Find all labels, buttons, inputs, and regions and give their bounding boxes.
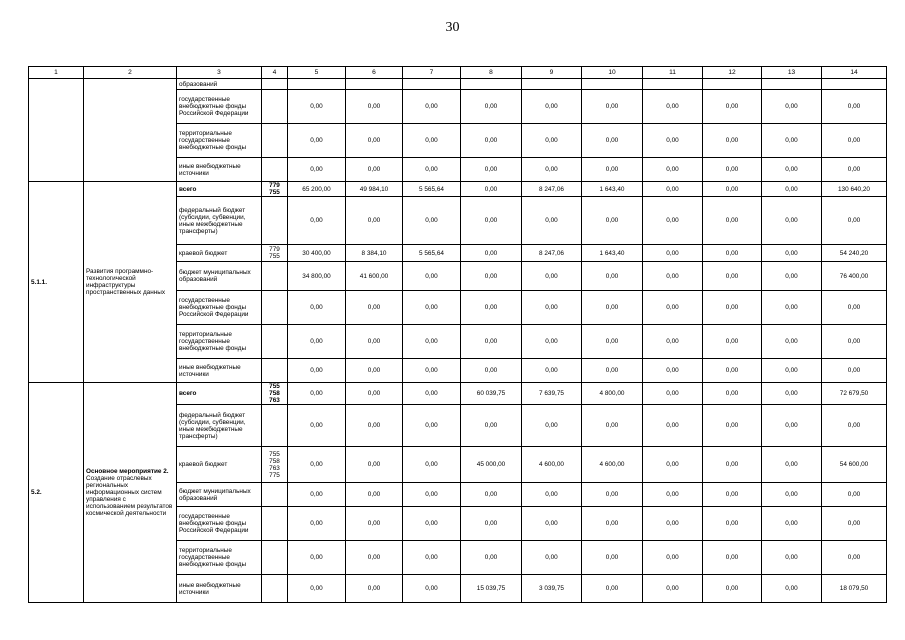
amount-cell: 0,00 <box>403 158 461 182</box>
budget-codes <box>262 90 288 124</box>
row-id <box>29 79 84 182</box>
budget-code: 775 <box>269 471 280 479</box>
amount-cell: 0,00 <box>288 158 346 182</box>
column-number-header: 10 <box>582 67 643 79</box>
amount-cell: 0,00 <box>822 405 887 447</box>
budget-code: 779 <box>269 182 280 189</box>
amount-cell: 41 600,00 <box>346 262 403 291</box>
budget-codes <box>262 245 288 262</box>
amount-cell: 0,00 <box>643 405 703 447</box>
amount-cell: 0,00 <box>703 483 762 507</box>
budget-codes <box>262 79 288 90</box>
funding-source: государственные внебюджетные фонды Российской Федерации <box>177 90 262 124</box>
amount-cell: 1 643,40 <box>582 182 643 197</box>
amount-cell: 0,00 <box>522 325 582 359</box>
amount-cell: 0,00 <box>461 262 522 291</box>
amount-cell: 0,00 <box>461 291 522 325</box>
amount-cell: 0,00 <box>643 575 703 603</box>
funding-source: иные внебюджетные источники <box>177 158 262 182</box>
amount-cell: 0,00 <box>762 245 822 262</box>
event-title-text: Развития программно-технологической инфраструктуры пространственных данных <box>86 268 166 296</box>
budget-codes <box>262 197 288 245</box>
amount-cell: 5 565,64 <box>403 245 461 262</box>
amount-cell: 0,00 <box>703 291 762 325</box>
amount-cell: 0,00 <box>762 124 822 158</box>
amount-cell <box>643 79 703 90</box>
amount-cell: 0,00 <box>582 262 643 291</box>
amount-cell: 0,00 <box>582 197 643 245</box>
amount-cell: 8 247,06 <box>522 245 582 262</box>
amount-cell: 0,00 <box>346 325 403 359</box>
table-body <box>29 67 887 603</box>
amount-cell: 4 600,00 <box>582 447 643 483</box>
funding-source: федеральный бюджет (субсидии, субвенции, иные межбюджетные трансферты) <box>177 405 262 447</box>
amount-cell: 0,00 <box>403 447 461 483</box>
budget-codes <box>262 405 288 447</box>
funding-source: территориальные государственные внебюджетные фонды <box>177 325 262 359</box>
budget-codes <box>262 158 288 182</box>
amount-cell: 0,00 <box>643 291 703 325</box>
amount-cell: 0,00 <box>461 541 522 575</box>
amount-cell: 0,00 <box>288 405 346 447</box>
amount-cell: 0,00 <box>762 575 822 603</box>
amount-cell: 0,00 <box>822 541 887 575</box>
amount-cell: 0,00 <box>643 262 703 291</box>
amount-cell: 0,00 <box>822 325 887 359</box>
amount-cell: 0,00 <box>822 507 887 541</box>
amount-cell: 0,00 <box>643 483 703 507</box>
amount-cell <box>522 79 582 90</box>
funding-source: бюджет муниципальных образований <box>177 262 262 291</box>
amount-cell: 0,00 <box>643 90 703 124</box>
amount-cell: 0,00 <box>582 359 643 383</box>
amount-cell: 0,00 <box>288 575 346 603</box>
amount-cell: 0,00 <box>582 158 643 182</box>
amount-cell: 0,00 <box>403 359 461 383</box>
amount-cell: 0,00 <box>643 359 703 383</box>
amount-cell: 0,00 <box>522 483 582 507</box>
event-title <box>84 79 177 182</box>
amount-cell: 0,00 <box>762 262 822 291</box>
amount-cell: 0,00 <box>643 158 703 182</box>
amount-cell: 0,00 <box>403 405 461 447</box>
amount-cell: 34 800,00 <box>288 262 346 291</box>
amount-cell: 0,00 <box>762 541 822 575</box>
amount-cell: 0,00 <box>403 507 461 541</box>
amount-cell: 0,00 <box>522 541 582 575</box>
amount-cell: 1 643,40 <box>582 245 643 262</box>
page-number: 30 <box>445 20 460 35</box>
amount-cell: 0,00 <box>582 325 643 359</box>
event-title <box>84 182 177 383</box>
amount-cell <box>762 79 822 90</box>
amount-cell: 0,00 <box>703 447 762 483</box>
amount-cell: 0,00 <box>703 158 762 182</box>
amount-cell: 0,00 <box>762 483 822 507</box>
amount-cell <box>582 79 643 90</box>
budget-code: 755 <box>269 383 280 390</box>
amount-cell: 0,00 <box>762 90 822 124</box>
amount-cell: 0,00 <box>703 262 762 291</box>
amount-cell: 0,00 <box>762 158 822 182</box>
amount-cell: 0,00 <box>582 541 643 575</box>
column-number-header: 7 <box>403 67 461 79</box>
amount-cell: 0,00 <box>461 197 522 245</box>
budget-codes <box>262 383 288 405</box>
amount-cell: 0,00 <box>822 359 887 383</box>
amount-cell: 0,00 <box>703 197 762 245</box>
amount-cell: 8 384,10 <box>346 245 403 262</box>
amount-cell: 0,00 <box>461 182 522 197</box>
amount-cell: 0,00 <box>346 483 403 507</box>
funding-source: государственные внебюджетные фонды Российской Федерации <box>177 291 262 325</box>
column-number-header: 14 <box>822 67 887 79</box>
amount-cell: 0,00 <box>762 182 822 197</box>
amount-cell: 0,00 <box>522 197 582 245</box>
amount-cell: 0,00 <box>346 197 403 245</box>
amount-cell: 0,00 <box>403 197 461 245</box>
amount-cell: 0,00 <box>346 124 403 158</box>
amount-cell: 0,00 <box>703 359 762 383</box>
event-title-text: Создание отраслевых региональных информационных систем управления с использованием результатов космической деятельности <box>86 475 173 517</box>
amount-cell: 0,00 <box>346 291 403 325</box>
amount-cell: 0,00 <box>461 245 522 262</box>
event-title <box>84 383 177 603</box>
amount-cell: 0,00 <box>522 262 582 291</box>
amount-cell: 0,00 <box>582 575 643 603</box>
amount-cell: 0,00 <box>643 541 703 575</box>
budget-code: 758 <box>269 390 280 397</box>
column-number-header: 3 <box>177 67 262 79</box>
amount-cell: 0,00 <box>643 507 703 541</box>
funding-source: краевой бюджет <box>177 447 262 483</box>
amount-cell: 30 400,00 <box>288 245 346 262</box>
column-number-row <box>29 67 887 79</box>
amount-cell: 0,00 <box>643 182 703 197</box>
amount-cell: 76 400,00 <box>822 262 887 291</box>
table-row <box>29 383 887 405</box>
amount-cell: 0,00 <box>822 483 887 507</box>
funding-source: всего <box>177 182 262 197</box>
table-row <box>29 79 887 90</box>
amount-cell: 0,00 <box>403 575 461 603</box>
amount-cell: 0,00 <box>703 405 762 447</box>
budget-codes <box>262 182 288 197</box>
amount-cell: 0,00 <box>582 124 643 158</box>
amount-cell: 54 240,20 <box>822 245 887 262</box>
budget-codes <box>262 325 288 359</box>
amount-cell: 0,00 <box>403 325 461 359</box>
column-number-header: 12 <box>703 67 762 79</box>
amount-cell: 0,00 <box>703 383 762 405</box>
amount-cell <box>461 79 522 90</box>
budget-code: 763 <box>269 397 280 404</box>
amount-cell: 0,00 <box>346 405 403 447</box>
amount-cell: 3 039,75 <box>522 575 582 603</box>
amount-cell: 15 039,75 <box>461 575 522 603</box>
amount-cell: 0,00 <box>822 90 887 124</box>
amount-cell: 0,00 <box>762 507 822 541</box>
amount-cell: 0,00 <box>762 447 822 483</box>
column-number-header: 6 <box>346 67 403 79</box>
column-number-header: 1 <box>29 67 84 79</box>
amount-cell: 130 640,20 <box>822 182 887 197</box>
amount-cell: 0,00 <box>703 575 762 603</box>
amount-cell: 0,00 <box>522 124 582 158</box>
amount-cell: 0,00 <box>582 291 643 325</box>
budget-codes <box>262 291 288 325</box>
amount-cell: 0,00 <box>522 158 582 182</box>
amount-cell: 0,00 <box>346 541 403 575</box>
amount-cell: 5 565,64 <box>403 182 461 197</box>
amount-cell: 0,00 <box>643 383 703 405</box>
amount-cell: 0,00 <box>703 90 762 124</box>
amount-cell: 0,00 <box>703 541 762 575</box>
amount-cell: 0,00 <box>403 483 461 507</box>
amount-cell <box>403 79 461 90</box>
amount-cell: 0,00 <box>643 325 703 359</box>
amount-cell: 0,00 <box>522 291 582 325</box>
column-number-header: 9 <box>522 67 582 79</box>
amount-cell: 0,00 <box>403 541 461 575</box>
event-title-bold: Основное мероприятие 2. <box>86 468 169 475</box>
amount-cell: 0,00 <box>288 197 346 245</box>
row-id: 5.2. <box>29 383 84 603</box>
amount-cell: 0,00 <box>403 383 461 405</box>
funding-source: бюджет муниципальных образований <box>177 483 262 507</box>
amount-cell: 0,00 <box>346 447 403 483</box>
amount-cell <box>822 79 887 90</box>
budget-codes <box>262 575 288 603</box>
column-number-header: 5 <box>288 67 346 79</box>
budget-codes <box>262 507 288 541</box>
amount-cell: 0,00 <box>403 90 461 124</box>
amount-cell: 0,00 <box>522 405 582 447</box>
amount-cell: 0,00 <box>703 124 762 158</box>
budget-code: 755 <box>269 189 280 196</box>
amount-cell: 0,00 <box>461 158 522 182</box>
budget-codes <box>262 541 288 575</box>
amount-cell: 0,00 <box>403 291 461 325</box>
amount-cell: 60 039,75 <box>461 383 522 405</box>
column-number-header: 13 <box>762 67 822 79</box>
funding-source: краевой бюджет <box>177 245 262 262</box>
amount-cell: 0,00 <box>288 447 346 483</box>
funding-source: иные внебюджетные источники <box>177 575 262 603</box>
amount-cell: 0,00 <box>762 291 822 325</box>
funding-table <box>28 66 887 603</box>
funding-source: федеральный бюджет (субсидии, субвенции, иные межбюджетные трансферты) <box>177 197 262 245</box>
amount-cell: 0,00 <box>346 575 403 603</box>
amount-cell: 0,00 <box>346 507 403 541</box>
amount-cell: 0,00 <box>288 359 346 383</box>
amount-cell: 0,00 <box>762 383 822 405</box>
column-number-header: 2 <box>84 67 177 79</box>
funding-source: государственные внебюджетные фонды Российской Федерации <box>177 507 262 541</box>
funding-source: образований <box>177 79 262 90</box>
amount-cell <box>288 79 346 90</box>
amount-cell: 0,00 <box>762 359 822 383</box>
funding-source: всего <box>177 383 262 405</box>
row-id: 5.1.1. <box>29 182 84 383</box>
amount-cell: 8 247,06 <box>522 182 582 197</box>
amount-cell: 4 800,00 <box>582 383 643 405</box>
amount-cell: 0,00 <box>522 507 582 541</box>
amount-cell: 18 079,50 <box>822 575 887 603</box>
amount-cell: 0,00 <box>288 90 346 124</box>
amount-cell: 0,00 <box>288 124 346 158</box>
amount-cell: 0,00 <box>288 483 346 507</box>
amount-cell: 0,00 <box>288 291 346 325</box>
amount-cell: 0,00 <box>822 158 887 182</box>
amount-cell: 0,00 <box>822 124 887 158</box>
amount-cell: 0,00 <box>461 124 522 158</box>
amount-cell <box>703 79 762 90</box>
amount-cell: 0,00 <box>461 359 522 383</box>
amount-cell: 0,00 <box>522 359 582 383</box>
amount-cell <box>346 79 403 90</box>
amount-cell: 0,00 <box>288 541 346 575</box>
budget-code: 758 <box>269 457 280 465</box>
amount-cell: 0,00 <box>703 245 762 262</box>
amount-cell: 0,00 <box>582 483 643 507</box>
budget-code: 779 <box>269 246 280 253</box>
amount-cell: 0,00 <box>403 262 461 291</box>
amount-cell: 0,00 <box>762 405 822 447</box>
amount-cell: 45 000,00 <box>461 447 522 483</box>
budget-codes <box>262 262 288 291</box>
amount-cell: 0,00 <box>461 90 522 124</box>
amount-cell: 0,00 <box>643 197 703 245</box>
budget-codes <box>262 447 288 483</box>
amount-cell: 4 600,00 <box>522 447 582 483</box>
funding-source: территориальные государственные внебюджетные фонды <box>177 124 262 158</box>
amount-cell: 0,00 <box>346 383 403 405</box>
amount-cell: 0,00 <box>762 197 822 245</box>
amount-cell: 0,00 <box>703 507 762 541</box>
amount-cell: 0,00 <box>643 245 703 262</box>
amount-cell: 0,00 <box>522 90 582 124</box>
amount-cell: 0,00 <box>346 359 403 383</box>
amount-cell: 0,00 <box>643 447 703 483</box>
budget-code: 755 <box>269 450 280 458</box>
amount-cell: 49 984,10 <box>346 182 403 197</box>
amount-cell: 65 200,00 <box>288 182 346 197</box>
amount-cell: 0,00 <box>822 197 887 245</box>
budget-codes <box>262 124 288 158</box>
amount-cell: 0,00 <box>703 325 762 359</box>
amount-cell: 0,00 <box>461 507 522 541</box>
budget-codes <box>262 483 288 507</box>
amount-cell: 0,00 <box>288 507 346 541</box>
amount-cell: 0,00 <box>643 124 703 158</box>
funding-source: территориальные государственные внебюджетные фонды <box>177 541 262 575</box>
budget-code: 763 <box>269 464 280 472</box>
column-number-header: 4 <box>262 67 288 79</box>
column-number-header: 8 <box>461 67 522 79</box>
amount-cell: 0,00 <box>288 383 346 405</box>
budget-code: 755 <box>269 253 280 260</box>
amount-cell: 54 600,00 <box>822 447 887 483</box>
amount-cell: 0,00 <box>762 325 822 359</box>
column-number-header: 11 <box>643 67 703 79</box>
table-row <box>29 182 887 197</box>
amount-cell: 7 639,75 <box>522 383 582 405</box>
amount-cell: 0,00 <box>822 291 887 325</box>
amount-cell: 0,00 <box>403 124 461 158</box>
amount-cell: 0,00 <box>288 325 346 359</box>
amount-cell: 0,00 <box>461 483 522 507</box>
amount-cell: 0,00 <box>346 158 403 182</box>
amount-cell: 0,00 <box>461 325 522 359</box>
amount-cell: 0,00 <box>346 90 403 124</box>
amount-cell: 0,00 <box>582 507 643 541</box>
amount-cell: 0,00 <box>461 405 522 447</box>
amount-cell: 0,00 <box>582 405 643 447</box>
funding-source: иные внебюджетные источники <box>177 359 262 383</box>
amount-cell: 72 679,50 <box>822 383 887 405</box>
amount-cell: 0,00 <box>582 90 643 124</box>
amount-cell: 0,00 <box>703 182 762 197</box>
budget-codes <box>262 359 288 383</box>
